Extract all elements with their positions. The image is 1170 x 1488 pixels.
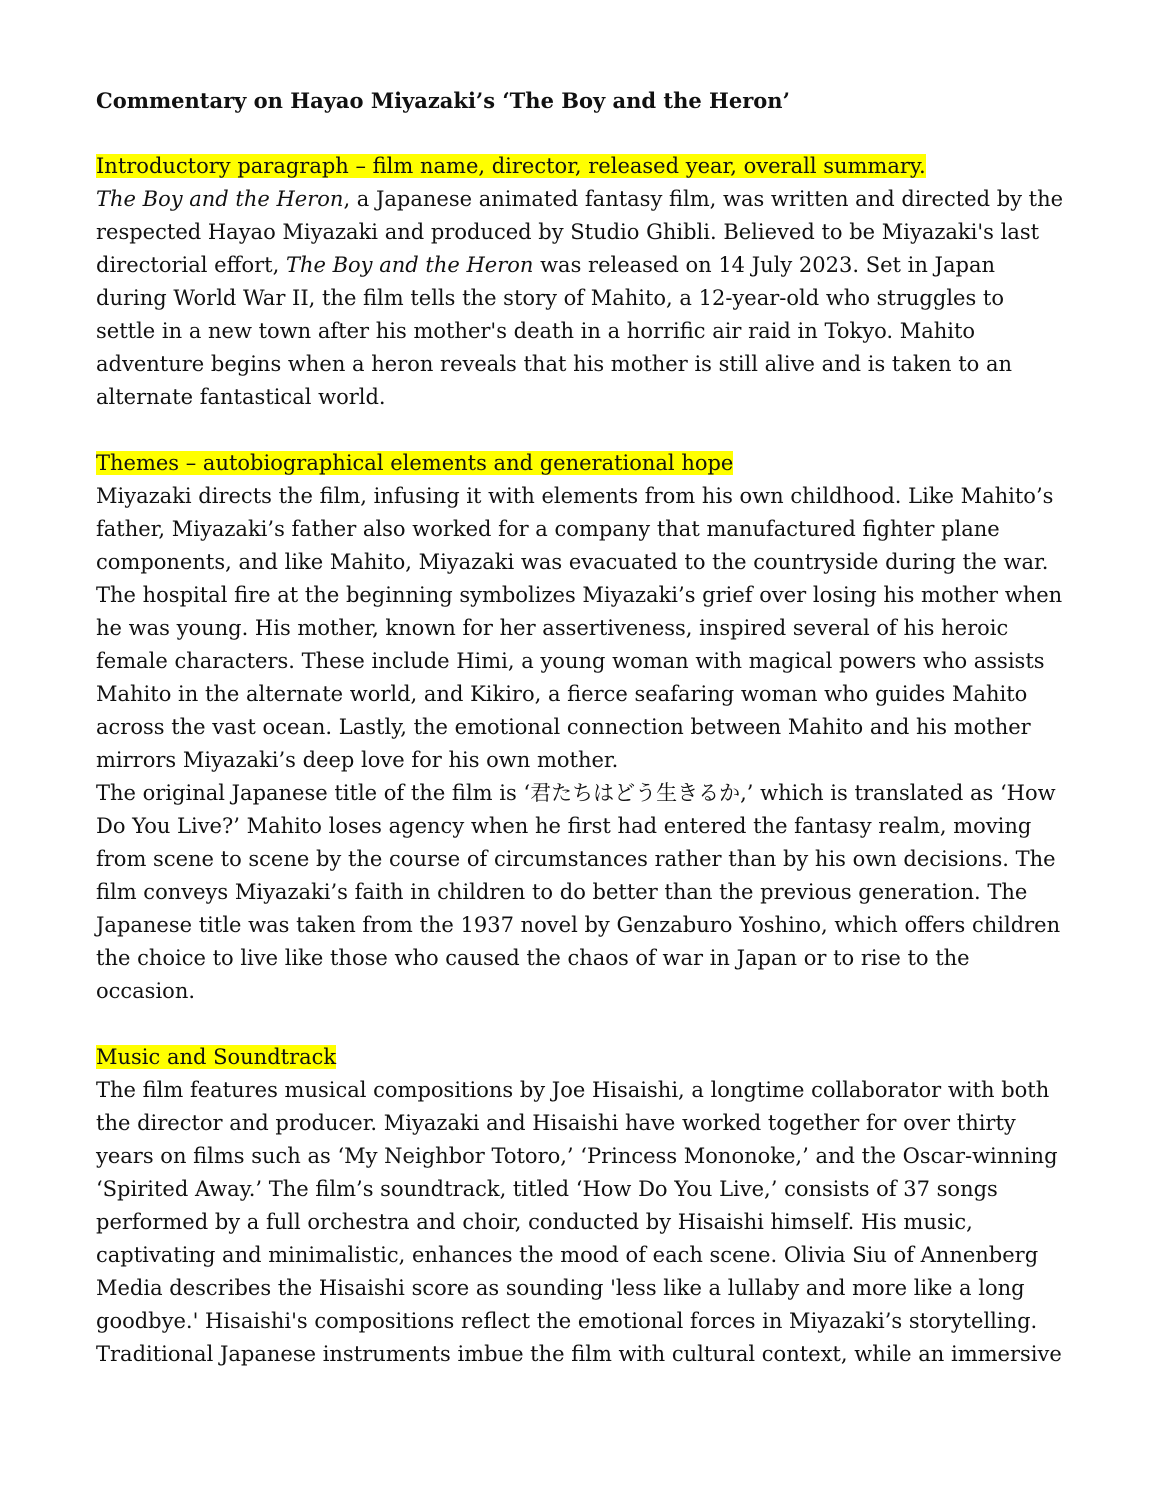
document-title: Commentary on Hayao Miyazaki’s ‘The Boy and the Heron’ [96, 88, 790, 113]
film-title-italic: The Boy and the Heron [96, 187, 344, 211]
paragraph-text: was released on 14 July 2023. Set in Japan during World War II, the film tells the story of Mahito, a 12-year-old who struggles to settle in a new town after his mother's death in a horrific air raid in Tokyo. Mahito adventure begins when a heron reveals that his mother is still alive and is taken to an alternate fantastical world. [96, 253, 1013, 409]
section-heading-themes [96, 447, 1066, 480]
spacer [96, 1008, 1066, 1041]
document-body [96, 84, 1066, 1371]
highlighted-heading: Music and Soundtrack [96, 1045, 337, 1069]
spacer [96, 414, 1066, 447]
highlighted-heading: Introductory paragraph – film name, director, released year, overall summary. [96, 154, 926, 178]
paragraph-themes-1: Miyazaki directs the film, infusing it with elements from his own childhood. Like Mahito’s father, Miyazaki’s father also worked for a company that manufactured fighter plane components, and like Mahito, Miyazaki was evacuated to the countryside during the war. The hospital fire at the beginning symbolizes Miyazaki’s grief over losing his mother when he was young. His mother, known for her assertiveness, inspired several of his heroic female characters. These include Himi, a young woman with magical powers who assists Mahito in the alternate world, and Kikiro, a fierce seafaring woman who guides Mahito across the vast ocean. Lastly, the emotional connection between Mahito and his mother mirrors Miyazaki’s deep love for his own mother. [96, 484, 1063, 772]
film-title-italic: The Boy and the Heron [285, 253, 534, 277]
highlighted-heading: Themes – autobiographical elements and generational hope [96, 451, 734, 475]
section-heading-intro [96, 150, 1066, 183]
paragraph-text: , a Japanese animated fantasy film, was written and directed by the respected Hayao Miyazaki and produced by Studio Ghibli. Believed to be Miyazaki's last directorial effort, [96, 187, 1064, 277]
paragraph-themes-2: The original Japanese title of the film is ‘君たちはどう生きるか,’ which is translated as ‘How Do You Live?’ Mahito loses agency when he first had entered the fantasy realm, moving from scene to scene by the course of circumstances rather than by his own decisions. The film conveys Miyazaki’s faith in children to do better than the previous generation. The Japanese title was taken from the 1937 novel by Genzaburo Yoshino, which offers children the choice to live like those who caused the chaos of war in Japan or to rise to the occasion. [96, 781, 1061, 1003]
spacer [96, 117, 1066, 150]
paragraph-intro [96, 183, 1066, 414]
section-heading-music [96, 1041, 1066, 1074]
paragraph-music: The film features musical compositions by Joe Hisaishi, a longtime collaborator with both the director and producer. Miyazaki and Hisaishi have worked together for over thirty years on films such as ‘My Neighbor Totoro,’ ‘Princess Mononoke,’ and the Oscar-winning ‘Spirited Away.’ The film’s soundtrack, titled ‘How Do You Live,’ consists of 37 songs performed by a full orchestra and choir, conducted by Hisaishi himself. His music, captivating and minimalistic, enhances the mood of each scene. Olivia Siu of Annenberg Media describes the Hisaishi score as sounding 'less like a lullaby and more like a long goodbye.' Hisaishi's compositions reflect the emotional forces in Miyazaki’s storytelling. Traditional Japanese instruments imbue the film with cultural context, while an immersive [96, 1078, 1062, 1366]
